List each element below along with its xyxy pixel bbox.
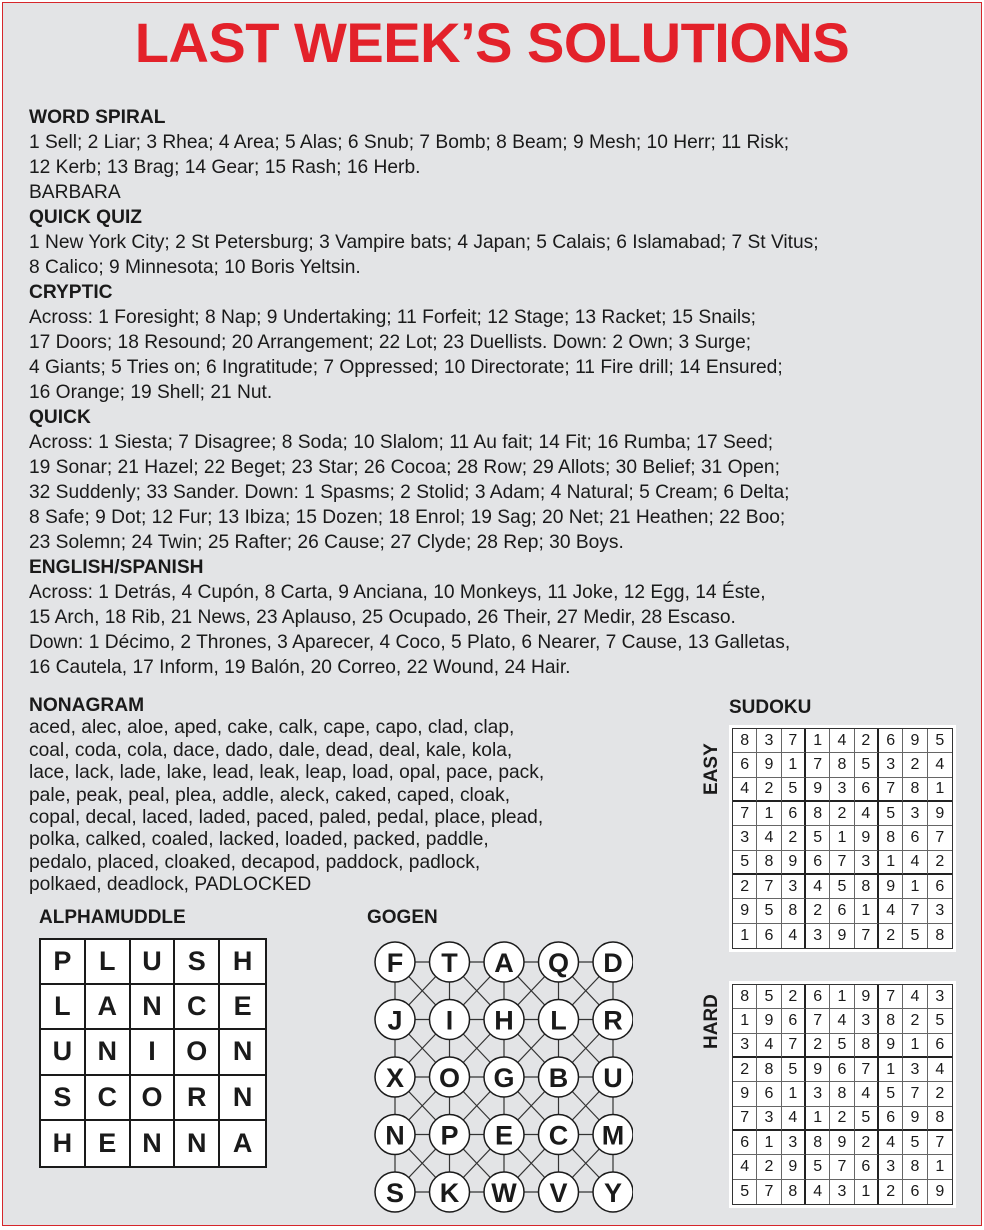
nonagram-line: aced, alec, aloe, aped, cake, calk, cape, capo, clad, clap, (29, 717, 515, 739)
alphamuddle-cell: E (86, 1121, 131, 1166)
sudoku-cell: 1 (879, 1058, 903, 1082)
sudoku-cell: 5 (806, 826, 830, 850)
sudoku-cell: 6 (855, 778, 879, 802)
alphamuddle-grid (39, 938, 267, 1168)
gogen-letter: F (386, 948, 404, 978)
section-heading: QUICK (29, 407, 91, 428)
alphamuddle-cell: H (220, 940, 265, 985)
alphamuddle-cell: N (131, 1121, 176, 1166)
alphamuddle-cell: I (131, 1030, 176, 1075)
sudoku-cell: 1 (733, 1009, 757, 1033)
sudoku-cell: 4 (830, 1009, 854, 1033)
sudoku-cell: 8 (806, 1131, 830, 1155)
sudoku-cell: 9 (830, 924, 854, 948)
sudoku-cell: 6 (782, 802, 806, 826)
gogen-heading: GOGEN (367, 907, 438, 928)
nonagram-line: pedalo, placed, cloaked, decapod, paddock, padlock, (29, 851, 481, 873)
section-line: Across: 1 Siesta; 7 Disagree; 8 Soda; 10 Slalom; 11 Au fait; 14 Fit; 16 Rumba; 17 Seed; (29, 432, 774, 453)
sudoku-cell: 6 (830, 1058, 854, 1082)
sudoku-cell: 3 (782, 875, 806, 899)
alphamuddle-cell: N (131, 985, 176, 1030)
sudoku-cell: 2 (782, 826, 806, 850)
nonagram-line: lace, lack, lade, lake, lead, leak, leap, load, opal, pace, pack, (29, 762, 545, 784)
sudoku-cell: 3 (757, 729, 781, 753)
sudoku-cell: 3 (903, 802, 927, 826)
sudoku-cell: 7 (733, 802, 757, 826)
gogen-letter: M (601, 1120, 625, 1151)
sudoku-cell: 2 (830, 1107, 854, 1131)
alphamuddle-cell: C (86, 1076, 131, 1121)
sudoku-cell: 5 (903, 924, 927, 948)
sudoku-cell: 9 (855, 985, 879, 1009)
sudoku-cell: 3 (879, 753, 903, 777)
sudoku-cell: 6 (757, 1082, 781, 1106)
sudoku-cell: 6 (879, 729, 903, 753)
gogen-letter: R (603, 1005, 623, 1036)
section-line: 8 Safe; 9 Dot; 12 Fur; 13 Ibiza; 15 Dozen; 18 Enrol; 19 Sag; 20 Net; 21 Heathen; 22 Boo; (29, 507, 786, 528)
sudoku-cell: 3 (830, 778, 854, 802)
sudoku-cell: 7 (830, 851, 854, 875)
alphamuddle-cell: H (41, 1121, 86, 1166)
gogen-letter: D (603, 948, 623, 978)
sudoku-cell: 5 (733, 851, 757, 875)
sudoku-cell: 9 (935, 1182, 945, 1200)
sudoku-cell: 4 (782, 924, 806, 948)
sudoku-cell: 4 (733, 778, 757, 802)
sudoku-easy (729, 725, 956, 952)
sudoku-cell: 9 (879, 875, 903, 899)
sudoku-cell: 9 (782, 851, 806, 875)
sudoku-cell: 1 (928, 1155, 952, 1179)
sudoku-cell: 4 (806, 875, 830, 899)
sudoku-cell: 7 (757, 875, 781, 899)
sudoku-cell: 7 (733, 1107, 757, 1131)
sudoku-cell: 8 (782, 899, 806, 923)
sudoku-cell: 6 (928, 1034, 952, 1058)
sudoku-cell: 2 (806, 899, 830, 923)
section-line: Down: 1 Décimo, 2 Thrones, 3 Aparecer, 4 Coco, 5 Plato, 6 Nearer, 7 Cause, 13 Galletas, (29, 632, 791, 653)
sudoku-cell: 2 (879, 924, 903, 948)
sudoku-cell: 6 (733, 753, 757, 777)
sudoku-cell: 8 (830, 753, 854, 777)
sudoku-cell: 7 (782, 1034, 806, 1058)
sudoku-cell: 4 (806, 1180, 830, 1204)
alphamuddle-heading: ALPHAMUDDLE (39, 907, 186, 928)
sudoku-cell: 7 (830, 1155, 854, 1179)
sudoku-cell: 2 (782, 985, 806, 1009)
sudoku-cell: 9 (757, 753, 781, 777)
nonagram-line: pale, peak, peal, plea, addle, aleck, caked, caped, cloak, (29, 784, 511, 806)
alphamuddle-cell: E (220, 985, 265, 1030)
page-title: LAST WEEK’S SOLUTIONS (134, 11, 850, 74)
sudoku-cell: 4 (928, 1058, 952, 1082)
sudoku-cell: 8 (879, 826, 903, 850)
sudoku-cell: 1 (830, 826, 854, 850)
sudoku-cell: 4 (830, 729, 854, 753)
sudoku-cell: 9 (733, 899, 757, 923)
sudoku-cell: 2 (757, 1155, 781, 1179)
sudoku-cell: 5 (928, 1009, 952, 1033)
gogen-letter: N (385, 1120, 405, 1151)
sudoku-cell: 6 (830, 899, 854, 923)
sudoku-cell: 9 (806, 1058, 830, 1082)
gogen-letter: V (549, 1178, 568, 1208)
nonagram-line: copal, decal, laced, laded, paced, paled, pedal, place, plead, (29, 807, 544, 829)
sudoku-cell: 3 (879, 1155, 903, 1179)
alphamuddle-cell: U (131, 940, 176, 985)
nonagram-heading: NONAGRAM (29, 695, 145, 716)
sudoku-cell: 2 (903, 753, 927, 777)
sudoku-cell: 9 (733, 1082, 757, 1106)
sudoku-cell: 5 (928, 729, 952, 753)
sudoku-cell: 1 (782, 753, 806, 777)
sudoku-cell: 1 (879, 851, 903, 875)
sudoku-cell: 7 (757, 1180, 781, 1204)
sudoku-cell: 3 (830, 1180, 854, 1204)
sudoku-cell: 1 (782, 1082, 806, 1106)
sudoku-cell: 9 (855, 826, 879, 850)
gogen-letter: L (550, 1005, 567, 1036)
sudoku-cell: 7 (879, 985, 903, 1009)
sudoku-cell: 1 (733, 924, 757, 948)
sudoku-cell: 5 (879, 802, 903, 826)
nonagram-line: coal, coda, cola, dace, dado, dale, dead, deal, kale, kola, (29, 739, 513, 761)
gogen-letter: T (441, 948, 458, 978)
sudoku-cell: 9 (879, 1034, 903, 1058)
section-line: 16 Cautela, 17 Inform, 19 Balón, 20 Correo, 22 Wound, 24 Hair. (29, 657, 571, 678)
sudoku-cell: 2 (928, 1082, 952, 1106)
section-line: Across: 1 Foresight; 8 Nap; 9 Undertaking; 11 Forfeit; 12 Stage; 13 Racket; 15 Snails; (29, 307, 757, 328)
sudoku-cell: 4 (903, 985, 927, 1009)
nonagram-line: polkaed, deadlock, PADLOCKED (29, 874, 312, 896)
sudoku-cell: 6 (903, 1180, 927, 1204)
gogen-letter: Q (547, 948, 570, 978)
sudoku-cell: 3 (782, 1131, 806, 1155)
section-line: 12 Kerb; 13 Brag; 14 Gear; 15 Rash; 16 Herb. (29, 157, 421, 178)
section-line: 23 Solemn; 24 Twin; 25 Rafter; 26 Cause; 27 Clyde; 28 Rep; 30 Boys. (29, 532, 624, 553)
alphamuddle-cell: U (41, 1030, 86, 1075)
section-line: 1 Sell; 2 Liar; 3 Rhea; 4 Area; 5 Alas; 6 Snub; 7 Bomb; 8 Beam; 9 Mesh; 10 Herr; 11 Risk; (29, 132, 790, 153)
sudoku-cell: 2 (757, 778, 781, 802)
sudoku-cell: 1 (757, 1131, 781, 1155)
section-line: BARBARA (29, 182, 121, 203)
sudoku-cell: 8 (903, 778, 927, 802)
alphamuddle-cell: P (41, 940, 86, 985)
solutions-text (29, 105, 969, 680)
sudoku-cell: 4 (855, 1082, 879, 1106)
sudoku-cell: 5 (855, 753, 879, 777)
section-line: 4 Giants; 5 Tries on; 6 Ingratitude; 7 Oppressed; 10 Directorate; 11 Fire drill; 14 Ensured; (29, 357, 783, 378)
sudoku-hard (729, 981, 956, 1208)
alphamuddle-cell: N (220, 1076, 265, 1121)
sudoku-cell: 5 (855, 1107, 879, 1131)
gogen-letter: W (491, 1178, 517, 1208)
sudoku-cell: 3 (903, 1058, 927, 1082)
sudoku-cell: 7 (903, 1082, 927, 1106)
gogen-letter: O (438, 1063, 461, 1093)
sudoku-cell: 8 (928, 1107, 952, 1131)
sudoku-cell: 2 (733, 1058, 757, 1082)
sudoku-cell: 9 (830, 1131, 854, 1155)
sudoku-cell: 4 (928, 753, 952, 777)
sudoku-cell: 1 (806, 729, 830, 753)
sudoku-cell: 7 (879, 778, 903, 802)
sudoku-cell: 9 (928, 802, 952, 826)
sudoku-cell: 5 (757, 899, 781, 923)
sudoku-cell: 4 (782, 1107, 806, 1131)
sudoku-cell: 5 (903, 1131, 927, 1155)
gogen-letter: G (493, 1063, 515, 1093)
sudoku-cell: 5 (879, 1082, 903, 1106)
sudoku-cell: 6 (806, 985, 830, 1009)
sudoku-cell: 5 (757, 985, 781, 1009)
sudoku-cell: 8 (879, 1009, 903, 1033)
alphamuddle-cell: S (175, 940, 220, 985)
sudoku-cell: 5 (782, 1058, 806, 1082)
gogen-letter: I (445, 1005, 454, 1036)
sudoku-cell: 6 (879, 1107, 903, 1131)
sudoku-easy-label: EASY (701, 743, 722, 795)
alphamuddle-cell: O (175, 1030, 220, 1075)
sudoku-cell: 9 (903, 729, 927, 753)
sudoku-cell: 6 (733, 1131, 757, 1155)
section-heading: QUICK QUIZ (29, 207, 142, 228)
sudoku-cell: 4 (879, 899, 903, 923)
nonagram-words (29, 717, 689, 896)
alphamuddle-cell: N (220, 1030, 265, 1075)
sudoku-cell: 1 (855, 899, 879, 923)
sudoku-cell: 6 (903, 826, 927, 850)
sudoku-cell: 3 (855, 851, 879, 875)
sudoku-cell: 1 (855, 1180, 879, 1204)
sudoku-cell: 4 (733, 1155, 757, 1179)
alphamuddle-cell: S (41, 1076, 86, 1121)
section-line: 17 Doors; 18 Resound; 20 Arrangement; 22 Lot; 23 Duellists. Down: 2 Own; 3 Surge; (29, 332, 752, 353)
section-line: 15 Arch, 18 Rib, 21 News, 23 Aplauso, 25 Ocupado, 26 Their, 27 Medir, 28 Escaso. (29, 607, 736, 628)
gogen-letter: E (494, 1120, 514, 1151)
sudoku-cell: 8 (782, 1180, 806, 1204)
gogen-letter: H (494, 1005, 514, 1036)
sudoku-cell: 2 (928, 851, 952, 875)
section-line: 19 Sonar; 21 Hazel; 22 Beget; 23 Star; 26 Cocoa; 28 Row; 29 Allots; 30 Belief; 31 Open; (29, 457, 780, 478)
section-heading: ENGLISH/SPANISH (29, 557, 204, 578)
nonagram-section (29, 695, 689, 897)
gogen-letter: Y (603, 1178, 623, 1208)
gogen-letter: U (603, 1063, 623, 1093)
gogen-letter: C (548, 1120, 569, 1151)
sudoku-cell: 3 (855, 1009, 879, 1033)
nonagram-line: polka, calked, coaled, lacked, loaded, packed, paddle, (29, 829, 489, 851)
sudoku-cell: 1 (903, 875, 927, 899)
sudoku-cell: 4 (757, 826, 781, 850)
alphamuddle-cell: C (175, 985, 220, 1030)
sudoku-cell: 8 (757, 1058, 781, 1082)
sudoku-cell: 7 (928, 826, 952, 850)
sudoku-cell: 8 (757, 851, 781, 875)
sudoku-cell: 9 (782, 1155, 806, 1179)
sudoku-cell: 9 (903, 1107, 927, 1131)
sudoku-cell: 3 (757, 1107, 781, 1131)
sudoku-cell: 8 (830, 1082, 854, 1106)
sudoku-cell: 8 (733, 985, 757, 1009)
sudoku-cell: 5 (830, 875, 854, 899)
sudoku-cell: 2 (855, 729, 879, 753)
gogen-letter: A (494, 948, 514, 978)
sudoku-cell: 8 (855, 1034, 879, 1058)
sudoku-cell: 6 (757, 924, 781, 948)
alphamuddle-cell: R (175, 1076, 220, 1121)
section-line: 1 New York City; 2 St Petersburg; 3 Vampire bats; 4 Japan; 5 Calais; 6 Islamabad; 7 St Vitus; (29, 232, 819, 253)
gogen-letter: X (385, 1063, 405, 1093)
sudoku-cell: 1 (830, 985, 854, 1009)
sudoku-cell: 2 (733, 875, 757, 899)
gogen-letter: K (439, 1178, 460, 1208)
sudoku-cell: 6 (782, 1009, 806, 1033)
sudoku-cell: 2 (903, 1009, 927, 1033)
gogen-letter: P (440, 1120, 459, 1151)
sudoku-cell: 1 (757, 802, 781, 826)
sudoku-cell: 7 (903, 899, 927, 923)
sudoku-cell: 5 (830, 1034, 854, 1058)
sudoku-cell: 7 (806, 753, 830, 777)
sudoku-cell: 3 (928, 899, 952, 923)
sudoku-cell: 3 (928, 985, 952, 1009)
alphamuddle-cell: L (86, 940, 131, 985)
sudoku-cell: 4 (855, 802, 879, 826)
sudoku-cell: 6 (855, 1155, 879, 1179)
sudoku-cell: 7 (782, 729, 806, 753)
sudoku-cell: 6 (928, 875, 952, 899)
sudoku-cell: 5 (733, 1180, 757, 1204)
sudoku-cell: 8 (806, 802, 830, 826)
sudoku-cell: 6 (806, 851, 830, 875)
sudoku-cell: 8 (733, 729, 757, 753)
section-line: Across: 1 Detrás, 4 Cupón, 8 Carta, 9 Anciana, 10 Monkeys, 11 Joke, 12 Egg, 14 Éste, (29, 582, 766, 603)
sudoku-cell: 5 (782, 778, 806, 802)
sudoku-cell: 3 (806, 1082, 830, 1106)
sudoku-cell: 9 (806, 778, 830, 802)
sudoku-cell: 7 (855, 924, 879, 948)
alphamuddle-cell: L (41, 985, 86, 1030)
section-heading: WORD SPIRAL (29, 107, 166, 128)
sudoku-cell: 8 (903, 1155, 927, 1179)
sudoku-cell: 2 (855, 1131, 879, 1155)
alphamuddle-cell: A (232, 1127, 253, 1158)
gogen-letter: B (548, 1063, 569, 1093)
alphamuddle-cell: A (86, 985, 131, 1030)
sudoku-cell: 8 (855, 875, 879, 899)
section-line: 8 Calico; 9 Minnesota; 10 Boris Yeltsin. (29, 257, 361, 278)
sudoku-cell: 8 (935, 926, 945, 944)
section-heading: CRYPTIC (29, 282, 113, 303)
sudoku-cell: 2 (830, 802, 854, 826)
sudoku-cell: 9 (757, 1009, 781, 1033)
sudoku-cell: 1 (806, 1107, 830, 1131)
sudoku-cell: 4 (879, 1131, 903, 1155)
sudoku-cell: 4 (903, 851, 927, 875)
gogen-letter: J (387, 1005, 403, 1036)
sudoku-cell: 7 (855, 1058, 879, 1082)
sudoku-cell: 1 (928, 778, 952, 802)
sudoku-hard-label: HARD (701, 994, 722, 1049)
solutions-page (2, 2, 982, 1226)
alphamuddle-cell: O (131, 1076, 176, 1121)
alphamuddle-cell: N (175, 1121, 220, 1166)
sudoku-cell: 5 (806, 1155, 830, 1179)
gogen-letter: S (385, 1178, 405, 1208)
section-line: 32 Suddenly; 33 Sander. Down: 1 Spasms; 2 Stolid; 3 Adam; 4 Natural; 5 Cream; 6 Delta; (29, 482, 790, 503)
section-line: 16 Orange; 19 Shell; 21 Nut. (29, 382, 273, 403)
sudoku-cell: 3 (733, 826, 757, 850)
gogen-grid (371, 937, 633, 1221)
sudoku-cell: 4 (757, 1034, 781, 1058)
sudoku-cell: 3 (806, 924, 830, 948)
sudoku-cell: 1 (903, 1034, 927, 1058)
sudoku-cell: 7 (806, 1009, 830, 1033)
sudoku-cell: 3 (733, 1034, 757, 1058)
sudoku-heading: SUDOKU (729, 697, 812, 718)
sudoku-cell: 2 (806, 1034, 830, 1058)
sudoku-cell: 7 (928, 1131, 952, 1155)
alphamuddle-cell: N (86, 1030, 131, 1075)
sudoku-cell: 2 (879, 1180, 903, 1204)
